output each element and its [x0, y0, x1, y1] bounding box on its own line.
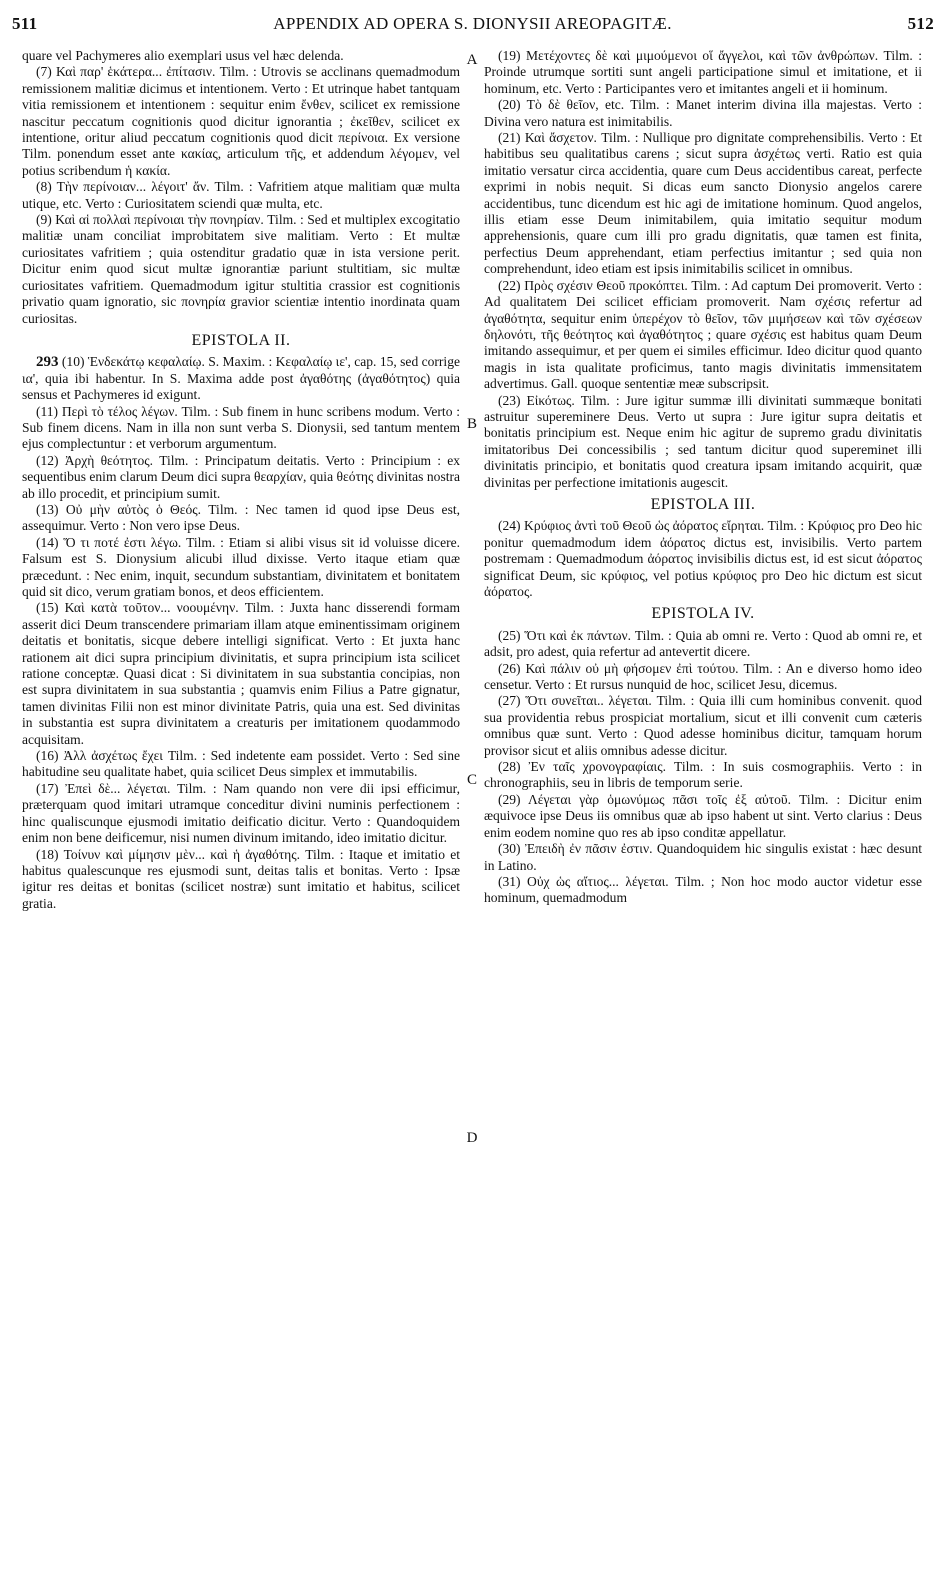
- paragraph-text: quare vel Pachymeres alio exemplari usus vel hæc delenda.: [22, 48, 344, 63]
- paragraph-text: (28) Ἐν ταῖς χρονογραφίαις. Tilm. : In suis cosmographiis. Verto : in chronographiis, seu in libris de temporum serie.: [484, 759, 922, 791]
- paragraph-text: (14) Ὅ τι ποτέ ἐστι λέγω. Tilm. : Etiam si alibi visus sit id voluisse dicere. Falsum est S. Dionysium alicubi illud dixisse. Verto itaque etiam quæ præcedunt. : Nec enim, inquit, secundum substantiam, divinitatem et bonitatem quid sit dico, verum gratiam bonos, et deos efficientem.: [22, 534, 460, 599]
- left-paragraph: [22, 404, 460, 453]
- paragraph-text: (22) Πρὸς σχέσιν Θεοῦ προκόπτει. Tilm. : Ad captum Dei promoverit. Verto : Ad qualitatem Dei scilicet efficiam promoverit. Nam σχέσις refertur ad ἀγαθότητα, sequitur enim ὑπερέχον τὸ θεῖον, τῶν μιμήσεων καὶ τῶν σχέσεων δηλονότι, τῆς θεότητος καὶ ἀγαθότητος ; quare σχέσις est habitus quam Deum imitando assequimur, et per quem ei similes efficimur. Ideo dicitur quod quanto magis in ista qualitate proficimus, tanto magis divinitatis immensitatem advertimus. Gall. quoque sententiæ meæ subscripsit.: [484, 277, 922, 392]
- left-paragraph: [22, 64, 460, 179]
- right-paragraph: [484, 759, 922, 792]
- page-header: [12, 14, 934, 38]
- paragraph-text: (12) Ἀρχὴ θεότητος. Tilm. : Principatum deitatis. Verto : Principium : ex sequentibus enim clarum Deum dici supra θεαρχίαν, quia θεότης divinitas nostra ab illo procedit, et principium sumit.: [22, 452, 460, 501]
- paragraph-text: (8) Τὴν περίνοιαν... λέγοιτ' ἄν. Tilm. : Vafritiem atque malitiam quæ multa utique, etc. Verto : Curiositatem sciendi quæ multa, etc.: [22, 179, 460, 211]
- paragraph-text: (31) Οὐχ ὡς αἴτιος... λέγεται. Tilm. ; Non hoc modo auctor videtur esse hominum, quemadmodum: [484, 873, 922, 906]
- paragraph-text: (30) Ἐπειδὴ ἐν πᾶσιν ἐστιν. Quandoquidem hic singulis existat : hæc desunt in Latino.: [484, 841, 922, 873]
- right-paragraph: [484, 792, 922, 841]
- left-column: [22, 48, 460, 912]
- paragraph-text: (9) Καὶ αἱ πολλαὶ περίνοιαι τὴν πονηρίαν. Tilm. : Sed et multiplex excogitatio malitiæ unam conciliat improbitatem sive malitiam. Verto : Et multæ curiositates vafritiem ; quia ostenditur gradatio quæ in ista versione perit. Dicitur enim quod sicut multæ ignorantiæ pariunt stultitiam, sic multæ curiositates vafritiem. Quemadmodum igitur stultitia crassior est cognitionis privatio quam ignoratio, sic πονηρία gravior scientiæ intentio inordinata quam curiositas.: [22, 212, 460, 326]
- right-paragraph: [484, 97, 922, 130]
- left-paragraph: [22, 600, 460, 748]
- paragraph-text: (7) Καὶ παρ' ἑκάτερα... ἐπίτασιν. Tilm. : Utrovis se acclinans quemadmodum remissionem malitiæ dicimus et intentionem. Verto : Et utrinque habet tantquam vitia remissionem et intentionem : sequitur enim ἔνθεν, scilicet ex remissione nascitur peccatum cognitionis quod dicitur ignorantia ; ἐκεῖθεν, scilicet ex intentione, oritur aliud peccatum cognitionis quod dicit περίνοια. Ex versione Tilm. ponendum esset ante κακίας, articulum τῆς, et addendum λέγομεν, vel potius scribendum ἡ κακία.: [22, 64, 460, 178]
- right-paragraph: [484, 874, 922, 907]
- paragraph-text: (17) Ἐπεὶ δὲ... λέγεται. Tilm. : Nam quando non vere dii ipsi efficimur, præterquam quod imitari utramque conceditur divini numinis perfectionem : hinc qualiscunque ejusmodi imitatio deificatio dicitur. Verto : Quandoquidem enim non bene deificemur, nisi numen divinum imitando, ideo imitatio dicitur.: [22, 780, 460, 846]
- right-paragraph: [484, 130, 922, 278]
- column-number: 293: [36, 354, 59, 371]
- margin-marker-c: C: [466, 772, 477, 788]
- paragraph-text: (29) Λέγεται γὰρ ὁμωνύμως πᾶσι τοῖς ἐξ αὐτοῦ. Tilm. : Dicitur enim æquivoce ipse Deus iis omnibus quæ ab ipso habent ut sint. Verto clarius : Deus enim eodem nomine quo res ab ipso conditæ appellatur.: [484, 791, 922, 840]
- left-paragraph: [22, 847, 460, 913]
- right-paragraph: [484, 661, 922, 694]
- left-paragraph: [22, 179, 460, 212]
- margin-marker-a: A: [466, 52, 478, 68]
- right-heading: EPISTOLA IV.: [651, 605, 755, 623]
- paragraph-text: (20) Τὸ δὲ θεῖον, etc. Tilm. : Manet interim divina illa majestas. Verto : Divina vero natura est inimitabilis.: [484, 97, 922, 129]
- paragraph-text: (13) Οὐ μὴν αὐτὸς ὁ Θεός. Tilm. : Nec tamen id quod ipse Deus est, assequimur. Verto : Non vero ipse Deus.: [22, 501, 460, 534]
- paragraph-text: (16) Ἀλλ ἀσχέτως ἔχει Tilm. : Sed indetente eam possidet. Verto : Sed sine habitudine seu qualitate habet, quia scilicet Deus simplex et immutabilis.: [22, 748, 460, 780]
- left-paragraph: [22, 48, 460, 64]
- paragraph-text: (25) Ὅτι καὶ ἐκ πάντων. Tilm. : Quia ab omni re. Verto : Quod ab omni re, et adsit, pro adest, quia refertur ad antevertit dicere.: [484, 627, 922, 660]
- paragraph-text: (26) Καὶ πάλιν οὐ μὴ φήσομεν ἐπὶ τούτου. Tilm. : An e diverso homo ideo censetur. Verto : Et rursus nunquid de hoc, scilicet Jesu, dicemus.: [484, 660, 922, 693]
- left-paragraph: [22, 212, 460, 327]
- right-paragraph: [484, 518, 922, 600]
- right-column: [484, 48, 922, 907]
- margin-marker-b: B: [466, 416, 477, 432]
- paragraph-text: (10) Ἑνδεκάτῳ κεφαλαίῳ. S. Maxim. : Κεφαλαίῳ ιε', cap. 15, sed corrige ια', quia ibi habentur. In S. Maxima adde post ἀγαθότης (ἀγαθότητος) quia sensus et Pachymeres id exigunt.: [22, 354, 460, 403]
- paragraph-text: (18) Τοίνυν καὶ μίμησιν μὲν... καὶ ἡ ἀγαθότης. Tilm. : Itaque et imitatio et habitus qualescunque res ejusmodi sunt, deitas talis et bonitas. Verto : Ipsæ igitur res deitas et bonitas (scilicet nostræ) sunt imitatio et habitus, scilicet gratia.: [22, 846, 460, 911]
- paragraph-text: (15) Καὶ κατὰ τοῦτον... νοουμένην. Tilm. : Juxta hanc disserendi formam asserit dici Deum transcendere primariam illam atque eminentissimam originem deitatis et bonitatis, sicque debere intelligi significat. Verto : Et juxta hanc rationem ait dici supra principium divinitatis, et supra principium ista scilicet ratione conceptæ. Quasi dicat : Si divinitatem in sua substantia concipias, non est supra divinitatem in sua substantia ; quamvis enim Filius a Patre gignatur, tamen divinitas Filii non est minor divinitate Patris, quia una est. Sed divinitas in substantia est supra divinitatem a creaturis per imitationem quodammodo acquisitam.: [22, 600, 460, 747]
- left-paragraph: [22, 781, 460, 847]
- right-paragraph: [484, 841, 922, 874]
- left-heading: EPISTOLA II.: [191, 331, 291, 349]
- right-heading: EPISTOLA III.: [650, 495, 756, 513]
- right-paragraph: [484, 628, 922, 661]
- left-paragraph: [22, 535, 460, 601]
- paragraph-text: (27) Ὅτι συνεῖται.. λέγεται. Tilm. : Quia illi cum hominibus convenit. quod sua providentia rebus prospiciat mortalium, sicut et illi convenit cum cæteris omnibus quæ sunt. Verto : Quod adesse hominibus dicitur, tamquam horum provisor sicut et aliis omnibus adesse dicitur.: [484, 693, 922, 758]
- left-page-number: 511: [12, 14, 38, 33]
- left-paragraph: [22, 502, 460, 535]
- running-title: APPENDIX AD OPERA S. DIONYSII AREOPAGITÆ.: [273, 14, 672, 33]
- paragraph-text: (24) Κρύφιος ἀντὶ τοῦ Θεοῦ ὡς ἀόρατος εἴρηται. Tilm. : Κρύφιος pro Deo hic ponitur quemadmodum idem ἀόρατος dictus est, invisibilis. Verto partem postremam : Quemadmodum ἀόρατος invisibilis dictus est, id est sicut ἀόρατος significat Deum, sic κρύφιος, vel potius κρύφιος pro Deo hic dictum est sicut ἀόρατος.: [484, 518, 922, 599]
- paragraph-text: (21) Καὶ ἄσχετον. Tilm. : Nullique pro dignitate comprehensibilis. Verto : Et habitibus seu qualitatibus carens ; sicut supra ἀσχέτως verti. Ratio est quia imitatio versatur circa accidentia, quare cum Deus accidentibus careat, perfecte exprimi in nobis nequit. Si dicas eum sancto Dionysio angelos carere accidentibus, tunc dicendum est hic agi de imitatione hominum. Quod angelos, illis etiam esse Deum inimitabilem, quia imitatio sequitur modum apprehensionis, quare cum illi pro gradu dignitatis, quæ tamen est finita, perfectius Deum apprehendant, etiam perfectius imitantur ; sed quia non comprehendunt, ideo etiam est ipsis inimitabilis scilicet in omnibus.: [484, 130, 922, 277]
- left-paragraph: [22, 748, 460, 781]
- margin-marker-d: D: [466, 1130, 478, 1146]
- right-paragraph: [484, 393, 922, 491]
- paragraph-text: (23) Εἰκότως. Tilm. : Jure igitur summæ illi divinitati summæque bonitati astruitur supereminere Deus. Verto ut supra : Jure igitur supra deitatis et bonitatis principium est. Neque enim hic agitur de supremo gradu divinitatis imitatoribus Dei concessibilis ; sed tantum dicitur quod supereminet illi divinitatis principio, et bonitatis quod creatura ipsam imitando acquirit, quæ divinitas per perfectione imitationis augescit.: [484, 392, 922, 490]
- right-paragraph: [484, 693, 922, 759]
- right-page-number: 512: [907, 14, 934, 33]
- right-paragraph: [484, 48, 922, 97]
- paragraph-text: (19) Μετέχοντες δὲ καὶ μιμούμενοι οἵ ἄγγελοι, καὶ τῶν ἀνθρώπων. Tilm. : Proinde utrumque sortiti sunt angeli participatione simul et imitatione, et ii hominum, etc. Verto : Participantes vero et imitantes angeli et ii hominum.: [484, 48, 922, 96]
- left-paragraph: [22, 354, 460, 403]
- paragraph-text: (11) Περὶ τὸ τέλος λέγων. Tilm. : Sub finem in hunc scribens modum. Verto : Sub finem dicens. Nam in illa non sunt verba S. Dionysii, sed tantum mentem ejus complectuntur : et verborum argumentum.: [22, 403, 460, 452]
- left-paragraph: [22, 453, 460, 502]
- right-paragraph: [484, 278, 922, 393]
